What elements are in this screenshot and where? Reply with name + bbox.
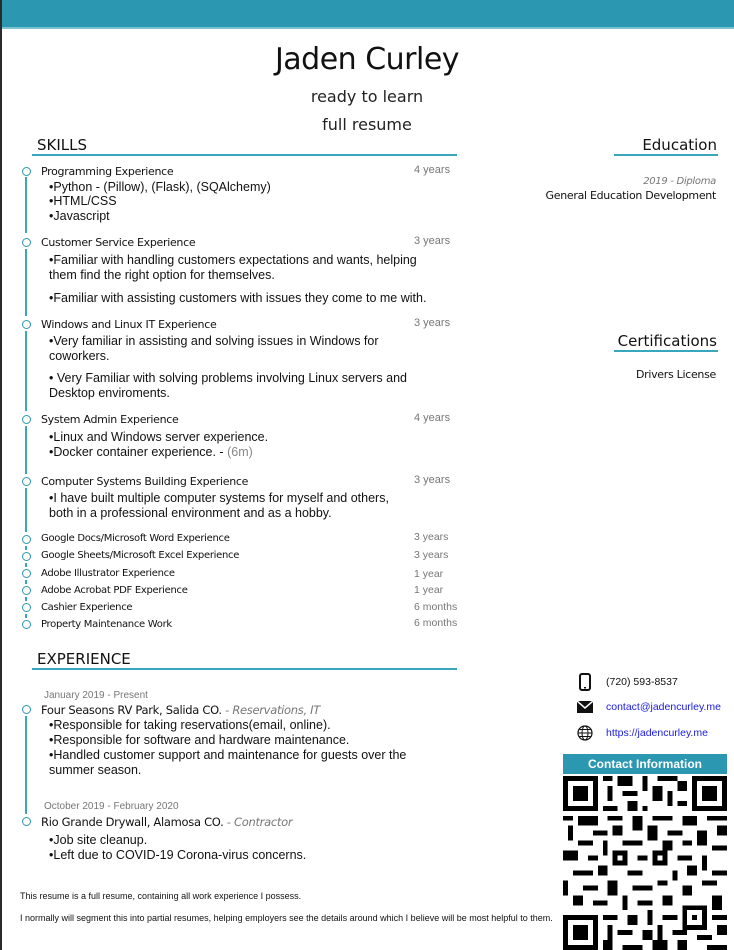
timeline-dot [22, 238, 31, 247]
globe-icon [576, 724, 594, 742]
timeline-dot [22, 320, 31, 329]
footer-note-1: This resume is a full resume, containing all work experience I possess. [20, 891, 302, 901]
timeline-line [25, 249, 27, 316]
mail-icon [576, 698, 594, 716]
skills-heading: SKILLS [37, 136, 88, 154]
timeline-line [25, 716, 27, 814]
contact-information-label: Contact Information [563, 754, 727, 774]
contact-phone: (720) 593-8537 [576, 673, 594, 691]
website-link[interactable]: https://jadencurley.me [606, 727, 708, 739]
timeline-dot [22, 552, 31, 561]
timeline-dash [25, 546, 27, 550]
skills-rule [32, 154, 457, 156]
footer-note-2: I normally will segment this into partial resumes, helping employers see the details around which I believe will be most helpful to them. [20, 913, 553, 923]
timeline-dot [22, 569, 31, 578]
timeline-dash [25, 563, 27, 567]
tagline: ready to learn [310, 87, 424, 106]
timeline-dot [22, 535, 31, 544]
duration-note: (6m) [227, 445, 253, 459]
phone-icon [576, 673, 594, 691]
education-date: 2019 - Diploma [643, 176, 716, 187]
timeline-dot [22, 603, 31, 612]
education-degree: General Education Development [545, 189, 716, 202]
timeline-line [25, 177, 27, 233]
timeline-dash [25, 614, 27, 618]
email-link[interactable]: contact@jadencurley.me [606, 701, 721, 713]
education-rule [614, 154, 718, 156]
timeline-dot [22, 167, 31, 176]
resume-name: Jaden Curley [274, 42, 460, 77]
timeline-dash [25, 580, 27, 584]
experience-rule [32, 668, 457, 670]
page-left-border [0, 0, 2, 950]
qr-code[interactable] [563, 776, 727, 950]
header-bar [2, 0, 734, 29]
education-heading: Education [642, 136, 717, 154]
resume-subtitle: full resume [322, 115, 412, 134]
timeline-line [25, 426, 27, 474]
timeline-line [25, 488, 27, 532]
timeline-dot [22, 620, 31, 629]
experience-heading: EXPERIENCE [37, 650, 131, 668]
certification-item: Drivers License [635, 368, 716, 381]
timeline-dot [22, 586, 31, 595]
timeline-dot [22, 415, 31, 424]
certifications-heading: Certifications [617, 332, 717, 350]
certifications-rule [614, 350, 718, 352]
timeline-dash [25, 597, 27, 601]
timeline-dot [22, 817, 31, 826]
timeline-dot [22, 705, 31, 714]
contact-email[interactable] [576, 698, 721, 716]
timeline-dot [22, 477, 31, 486]
timeline-line [25, 331, 27, 411]
contact-website[interactable] [576, 724, 708, 742]
